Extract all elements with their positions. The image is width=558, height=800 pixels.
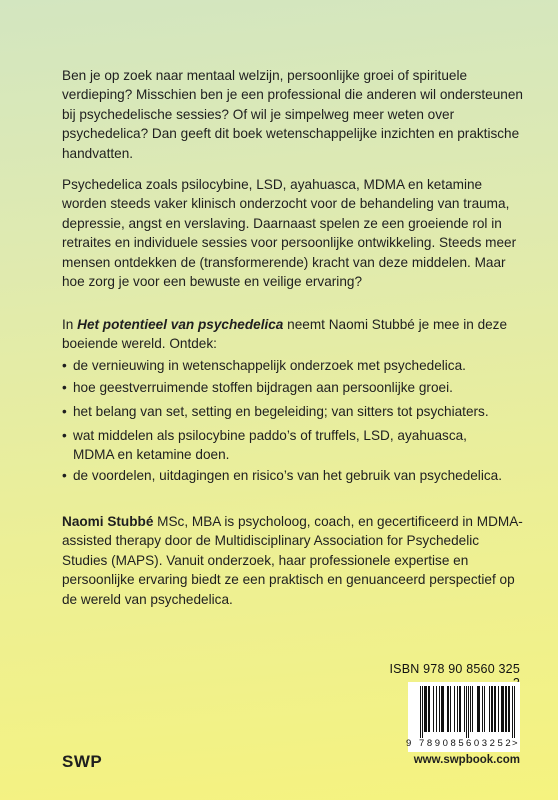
barcode-bar — [457, 686, 458, 732]
barcode-bar — [509, 686, 510, 732]
barcode-bar — [472, 686, 473, 732]
lead-suffix: neemt Naomi Stubbé je mee in deze boeiende wereld. Ontdek: — [62, 317, 508, 352]
lead-text — [62, 315, 524, 354]
bullet-list-2 — [62, 378, 532, 397]
author-bio-paragraph — [62, 512, 524, 609]
barcode-bar — [428, 686, 429, 732]
barcode-bar — [478, 686, 479, 732]
barcode-bar — [448, 686, 449, 732]
barcode-bar — [436, 686, 437, 732]
barcode-bar — [501, 686, 502, 732]
barcode-bar — [422, 686, 423, 738]
barcode-bar — [429, 686, 430, 732]
intro-paragraph — [62, 66, 524, 163]
bullet-list-1 — [62, 356, 532, 375]
barcode-bar — [494, 686, 495, 732]
bullet-item: • wat middelen als psilocybine paddo’s of truffels, LSD, ayahuasca, MDMA en ketamine doen. — [62, 426, 502, 465]
barcode-quiet-mark: > — [512, 738, 518, 749]
barcode-bar — [482, 686, 483, 732]
barcode-digits — [406, 738, 522, 752]
book-title-inline: Het potentieel van psychedelica — [77, 317, 284, 332]
barcode-icon — [408, 682, 520, 738]
barcode-bar — [425, 686, 426, 732]
barcode-bar — [492, 686, 493, 732]
author-bio-text — [62, 512, 524, 609]
barcode-bar — [433, 686, 434, 732]
context-text: Psychedelica zoals psilocybine, LSD, ayahuasca, MDMA en ketamine worden steeds vaker klinisch onderzocht voor de behandeling van trauma, depressie, angst en verslaving. Daarnaast spelen ze een groeiende rol in retraites en individuele sessies voor persoonlijke ontwikkeling. Steeds meer mensen ontdekken de (transformerende) kracht van deze middelen. Maar hoe zorg je voor een bewuste en veilige ervaring? — [62, 177, 517, 290]
barcode-bar — [466, 686, 467, 738]
barcode-bar — [460, 686, 461, 732]
barcode-bar — [514, 686, 515, 738]
context-paragraph — [62, 175, 524, 291]
barcode-bar — [506, 686, 507, 732]
isbn-label: ISBN 978 90 8560 325 — [389, 662, 520, 676]
barcode-bar — [454, 686, 455, 732]
barcode-bar — [508, 686, 509, 732]
barcode-bar — [505, 686, 506, 732]
intro-text: Ben je op zoek naar mentaal welzijn, persoonlijke groei of spirituele verdieping? Misschien ben je een professional die anderen wil ondersteunen bij psychedelische sessies? Of wil je simpelweg meer weten over psychedelica? Dan geeft dit boek wetenschappelijke inzichten en praktische handvatten. — [62, 68, 523, 161]
barcode-bar — [498, 686, 499, 732]
barcode-bar — [489, 686, 490, 732]
barcode-bar — [512, 686, 513, 738]
barcode-bar — [491, 686, 492, 732]
barcode-bar — [450, 686, 451, 732]
barcode-bar — [459, 686, 460, 732]
barcode-bar — [426, 686, 427, 732]
bullet-item: • hoe geestverruimende stoffen bijdragen aan persoonlijke groei. — [62, 378, 532, 397]
barcode-bar — [443, 686, 444, 732]
bullet-item: • de voordelen, uitdagingen en risico’s van het gebruik van psychedelica. — [62, 466, 532, 485]
barcode-bar — [468, 686, 469, 738]
author-name: Naomi Stubbé — [62, 514, 154, 529]
barcode-bar — [439, 686, 440, 732]
author-bio-body: MSc, MBA is psycholoog, coach, en gecertificeerd in MDMA-assisted therapy door de Multidisciplinary Association for Psychedelic Studies (MAPS). Vanuit onderzoek, haar professionele expertise en persoonlijke ervaring biedt ze een praktisch en genuanceerd perspectief op de wereld van psychedelica. — [62, 514, 523, 607]
barcode-bar — [502, 686, 503, 732]
barcode-left-group: 789085 — [419, 738, 467, 749]
barcode-right-group: 603252 — [466, 738, 514, 749]
barcode-bar — [447, 686, 448, 732]
barcode-bar — [477, 686, 478, 732]
barcode-bar — [442, 686, 443, 732]
barcode-bar — [479, 686, 480, 732]
barcode-bar — [464, 686, 465, 732]
bullet-list-4 — [62, 426, 502, 465]
bullet-item: • het belang van set, setting en begeleiding; van sitters tot psychiaters. — [62, 402, 532, 421]
lead-paragraph — [62, 315, 524, 354]
lead-prefix: In — [62, 317, 78, 332]
barcode-bar — [470, 686, 471, 732]
barcode-bar — [420, 686, 421, 738]
barcode-bar — [503, 686, 504, 732]
publisher-logo: SWP — [62, 752, 103, 771]
barcode-lead-digit: 9 — [406, 738, 412, 749]
publisher-website[interactable]: www.swpbook.com — [413, 754, 520, 766]
barcode-bar — [441, 686, 442, 732]
bullet-list-5 — [62, 466, 532, 485]
barcode-bar — [495, 686, 496, 732]
barcode-bar — [424, 686, 425, 732]
bullet-list-3 — [62, 402, 532, 421]
barcode-bar — [484, 686, 485, 732]
bullet-item: • de vernieuwing in wetenschappelijk onderzoek met psychedelica. — [62, 356, 532, 375]
